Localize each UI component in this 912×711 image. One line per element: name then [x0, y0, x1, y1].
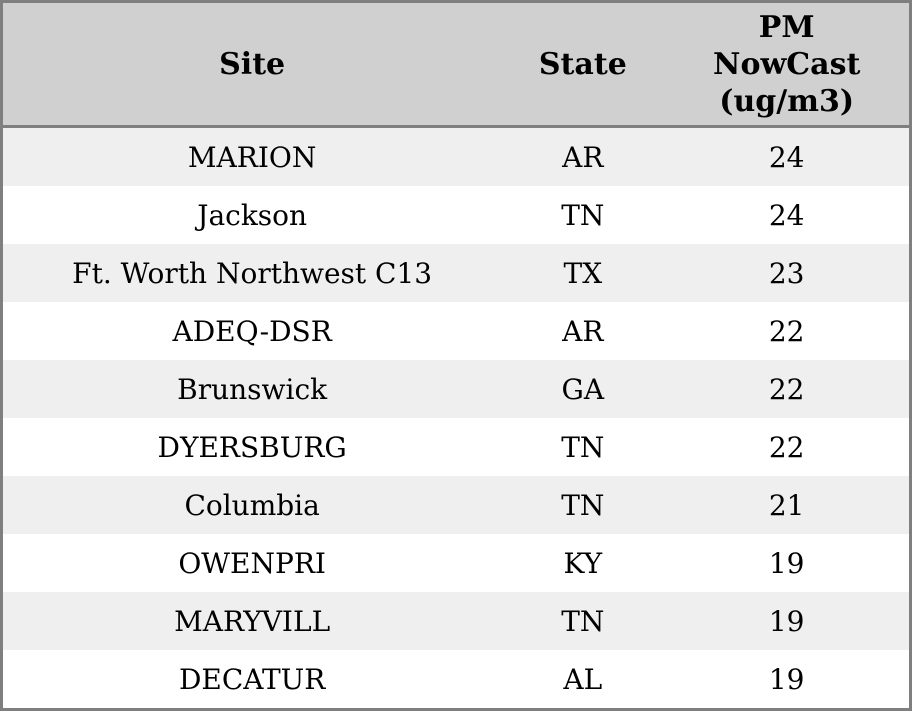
- column-header-state-label: State: [538, 46, 627, 82]
- pm-nowcast-cell: 24: [768, 140, 805, 174]
- table-header: [3, 3, 909, 127]
- pm-nowcast-cell: 19: [768, 546, 805, 580]
- state-cell: AL: [563, 662, 603, 696]
- table-body: [3, 127, 909, 709]
- table-row: [3, 186, 909, 244]
- table-row: [3, 127, 909, 187]
- site-cell: Columbia: [184, 488, 320, 522]
- state-cell: TN: [561, 430, 605, 464]
- pm-nowcast-cell: 19: [768, 662, 805, 696]
- site-cell: Ft. Worth Northwest C13: [72, 256, 433, 290]
- data-table: [3, 3, 909, 708]
- table-row: [3, 592, 909, 650]
- site-cell: DYERSBURG: [157, 430, 347, 464]
- pm-nowcast-cell: 21: [768, 488, 805, 522]
- pm-nowcast-cell: 22: [768, 372, 805, 406]
- table-row: [3, 418, 909, 476]
- state-cell: AR: [562, 314, 604, 348]
- header-row: [3, 3, 909, 127]
- table-row: [3, 244, 909, 302]
- site-cell: MARION: [187, 140, 317, 174]
- pm-nowcast-cell: 24: [768, 198, 805, 232]
- column-header-site-label: Site: [219, 46, 286, 82]
- table-row: [3, 476, 909, 534]
- state-cell: TN: [561, 604, 605, 638]
- pm-nowcast-cell: 22: [768, 430, 805, 464]
- state-cell: GA: [561, 372, 605, 406]
- column-header-site: [3, 3, 501, 127]
- column-header-pm-nowcast: [664, 3, 909, 127]
- state-cell: TX: [563, 256, 603, 290]
- pm-nowcast-cell: 19: [768, 604, 805, 638]
- site-cell: MARYVILL: [174, 604, 331, 638]
- pm-nowcast-cell: 22: [768, 314, 805, 348]
- pm-nowcast-cell: 23: [768, 256, 805, 290]
- table-row: [3, 302, 909, 360]
- column-header-state: [501, 3, 664, 127]
- site-cell: ADEQ-DSR: [172, 314, 332, 348]
- state-cell: KY: [563, 546, 603, 580]
- table-row: [3, 650, 909, 708]
- site-cell: Brunswick: [177, 372, 328, 406]
- site-cell: DECATUR: [178, 662, 326, 696]
- column-header-pm-nowcast-label: PM NowCast (ug/m3): [713, 9, 861, 119]
- state-cell: TN: [561, 198, 605, 232]
- site-cell: OWENPRI: [178, 546, 326, 580]
- table-row: [3, 360, 909, 418]
- state-cell: TN: [561, 488, 605, 522]
- site-cell: Jackson: [197, 198, 308, 232]
- state-cell: AR: [562, 140, 604, 174]
- table-row: [3, 534, 909, 592]
